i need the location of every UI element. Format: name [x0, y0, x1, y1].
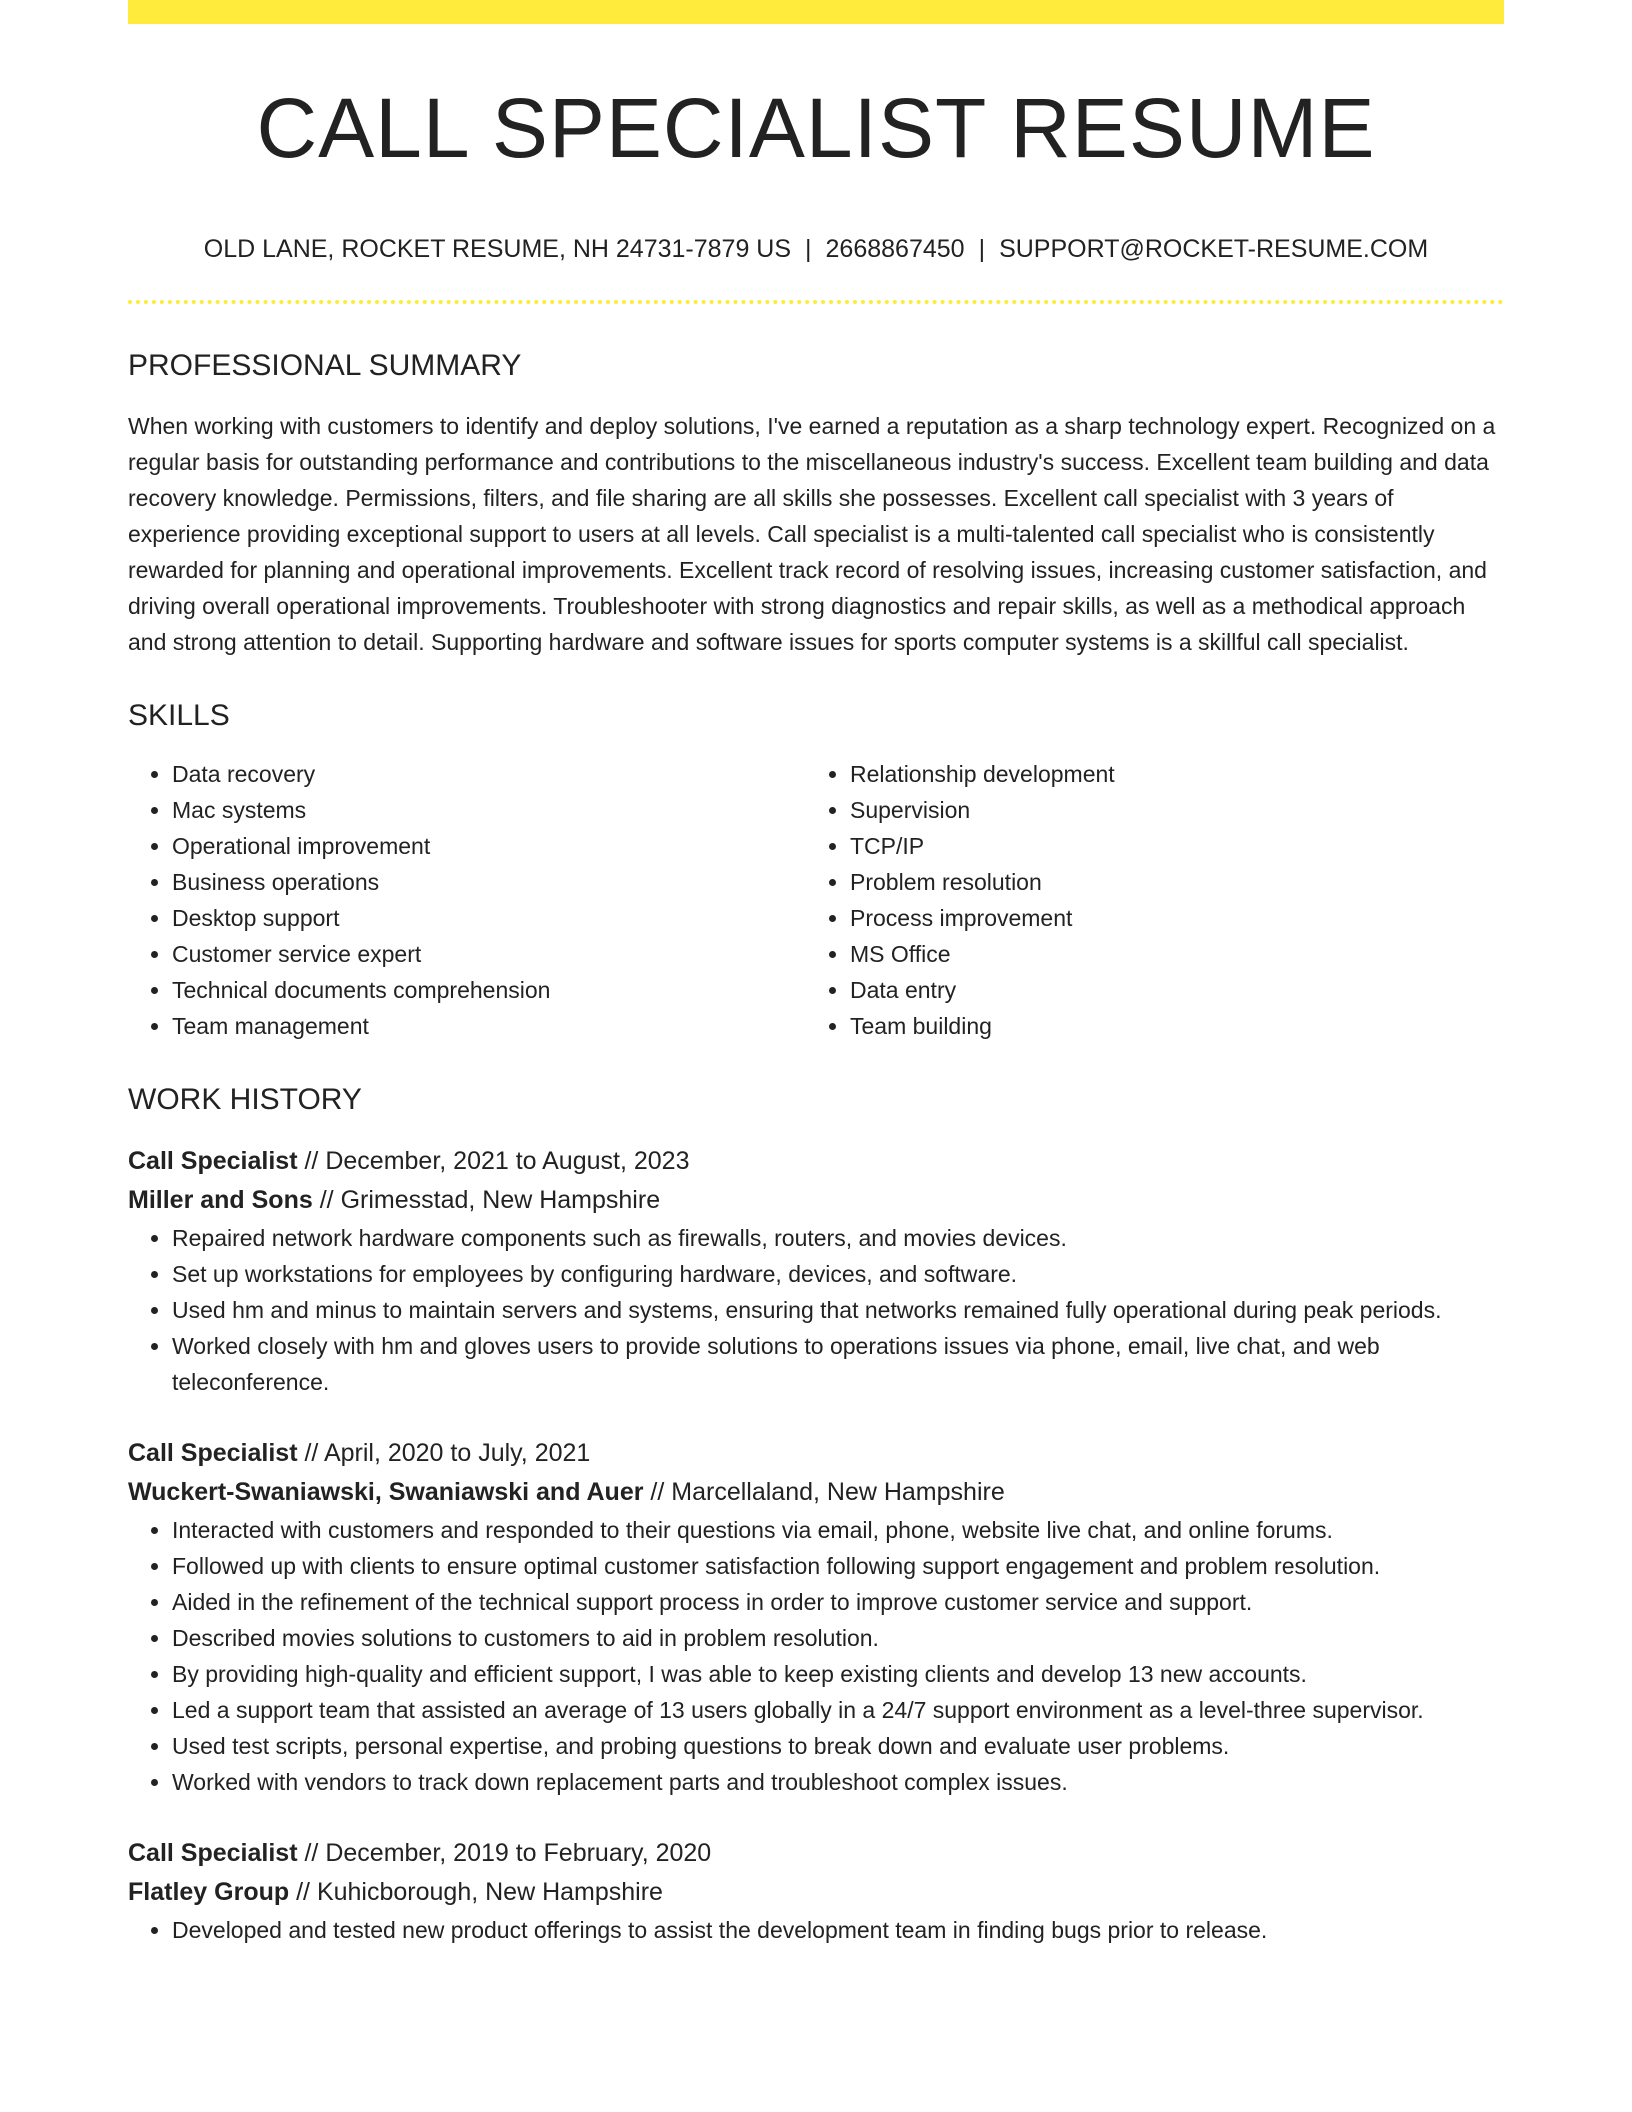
skill-item: • MS Office: [850, 936, 1484, 972]
summary-heading: PROFESSIONAL SUMMARY: [128, 349, 522, 383]
job-bullet: • Described movies solutions to customers to aid in problem resolution.: [172, 1620, 1504, 1656]
skill-item: • Problem resolution: [850, 864, 1484, 900]
job-dates: December, 2019 to February, 2020: [325, 1839, 712, 1868]
contact-phone: 2668867450: [825, 235, 965, 264]
job-title-line: [128, 1142, 1504, 1181]
job-bullet: • Interacted with customers and responded to their questions via email, phone, website live chat, and online forums.: [172, 1512, 1504, 1548]
field-separator: //: [289, 1878, 317, 1907]
resume-title: CALL SPECIALIST RESUME: [256, 81, 1376, 175]
field-separator: //: [297, 1147, 326, 1176]
skill-item: • Business operations: [172, 864, 806, 900]
skills-column-left: [128, 756, 806, 1044]
field-separator: //: [312, 1186, 341, 1215]
job-company-line: [128, 1873, 1504, 1912]
job-bullets: [128, 1220, 1504, 1400]
resume-page: [128, 0, 1504, 1948]
contact-separator: |: [805, 235, 812, 264]
job-title: Call Specialist: [128, 1147, 298, 1176]
summary-text: When working with customers to identify and deploy solutions, I've earned a reputation as a sharp technology expert. Recognized on a regular basis for outstanding performance and contributions to the miscellaneous industry's success. Excellent team building and data recovery knowledge. Permissions, filters, and file sharing are all skills she possesses. Excellent call specialist with 3 years of experience providing exceptional support to users at all levels. Call specialist is a multi-talented call specialist who is consistently rewarded for planning and operational improvements. Excellent track record of resolving issues, increasing customer satisfaction, and driving overall operational improvements. Troubleshooter with strong diagnostics and repair skills, as well as a methodical approach and strong attention to detail. Supporting hardware and software issues for sports computer systems is a skillful call specialist.: [128, 413, 1496, 656]
job-bullet: • By providing high-quality and efficient support, I was able to keep existing clients and develop 13 new accounts.: [172, 1656, 1504, 1692]
skills-list: [128, 756, 1504, 1044]
job-entry: [128, 1434, 1504, 1800]
job-dates: April, 2020 to July, 2021: [323, 1439, 591, 1468]
dotted-divider: [128, 300, 1504, 304]
field-separator: //: [297, 1839, 326, 1868]
job-bullet: • Aided in the refinement of the technical support process in order to improve customer service and support.: [172, 1584, 1504, 1620]
skill-item: • Operational improvement: [172, 828, 806, 864]
skill-item: • Mac systems: [172, 792, 806, 828]
skill-item: • Technical documents comprehension: [172, 972, 806, 1008]
job-title-line: [128, 1434, 1504, 1473]
skill-item: • Team building: [850, 1008, 1484, 1044]
job-bullet: • Set up workstations for employees by configuring hardware, devices, and software.: [172, 1256, 1504, 1292]
job-entry: [128, 1834, 1504, 1948]
job-bullet: • Used test scripts, personal expertise, and probing questions to break down and evaluate user problems.: [172, 1728, 1504, 1764]
skill-item: • TCP/IP: [850, 828, 1484, 864]
job-bullet: • Worked with vendors to track down replacement parts and troubleshoot complex issues.: [172, 1764, 1504, 1800]
job-bullet: • Followed up with clients to ensure optimal customer satisfaction following support engagement and problem resolution.: [172, 1548, 1504, 1584]
job-company-line: [128, 1181, 1504, 1220]
field-separator: //: [643, 1478, 672, 1507]
skill-item: • Customer service expert: [172, 936, 806, 972]
job-company: Miller and Sons: [128, 1186, 313, 1215]
job-title-line: [128, 1834, 1504, 1873]
job-bullets: [128, 1912, 1504, 1948]
job-bullet: • Repaired network hardware components such as firewalls, routers, and movies devices.: [172, 1220, 1504, 1256]
job-bullet: • Led a support team that assisted an average of 13 users globally in a 24/7 support environment as a level-three supervisor.: [172, 1692, 1504, 1728]
skills-heading: SKILLS: [128, 699, 230, 733]
skill-item: • Team management: [172, 1008, 806, 1044]
job-company: Wuckert-Swaniawski, Swaniawski and Auer: [128, 1478, 644, 1507]
contact-email: SUPPORT@ROCKET-RESUME.COM: [999, 235, 1429, 264]
top-accent-bar: [128, 0, 1504, 24]
field-separator: //: [297, 1439, 324, 1468]
contact-line: [128, 234, 1504, 264]
skill-item: • Process improvement: [850, 900, 1484, 936]
work-history-heading: WORK HISTORY: [128, 1083, 362, 1117]
job-bullet: • Developed and tested new product offerings to assist the development team in finding bugs prior to release.: [172, 1912, 1504, 1948]
skill-item: • Data recovery: [172, 756, 806, 792]
contact-separator: |: [978, 235, 986, 264]
job-location: Kuhicborough, New Hampshire: [316, 1878, 663, 1907]
skills-column-right: [806, 756, 1484, 1044]
job-company: Flatley Group: [128, 1878, 290, 1907]
job-location: Grimesstad, New Hampshire: [340, 1186, 661, 1215]
job-bullets: [128, 1512, 1504, 1800]
skill-item: • Data entry: [850, 972, 1484, 1008]
job-dates: December, 2021 to August, 2023: [325, 1147, 690, 1176]
job-bullet: • Used hm and minus to maintain servers and systems, ensuring that networks remained fully operational during peak periods.: [172, 1292, 1504, 1328]
job-title: Call Specialist: [128, 1839, 298, 1868]
job-location: Marcellaland, New Hampshire: [671, 1478, 1005, 1507]
contact-address: OLD LANE, ROCKET RESUME, NH 24731-7879 US: [203, 235, 792, 264]
job-company-line: [128, 1473, 1504, 1512]
job-bullet: • Worked closely with hm and gloves users to provide solutions to operations issues via phone, email, live chat, and web teleconference.: [172, 1328, 1504, 1400]
skill-item: • Relationship development: [850, 756, 1484, 792]
skill-item: • Supervision: [850, 792, 1484, 828]
job-title: Call Specialist: [128, 1439, 298, 1468]
skill-item: • Desktop support: [172, 900, 806, 936]
job-entry: [128, 1142, 1504, 1400]
